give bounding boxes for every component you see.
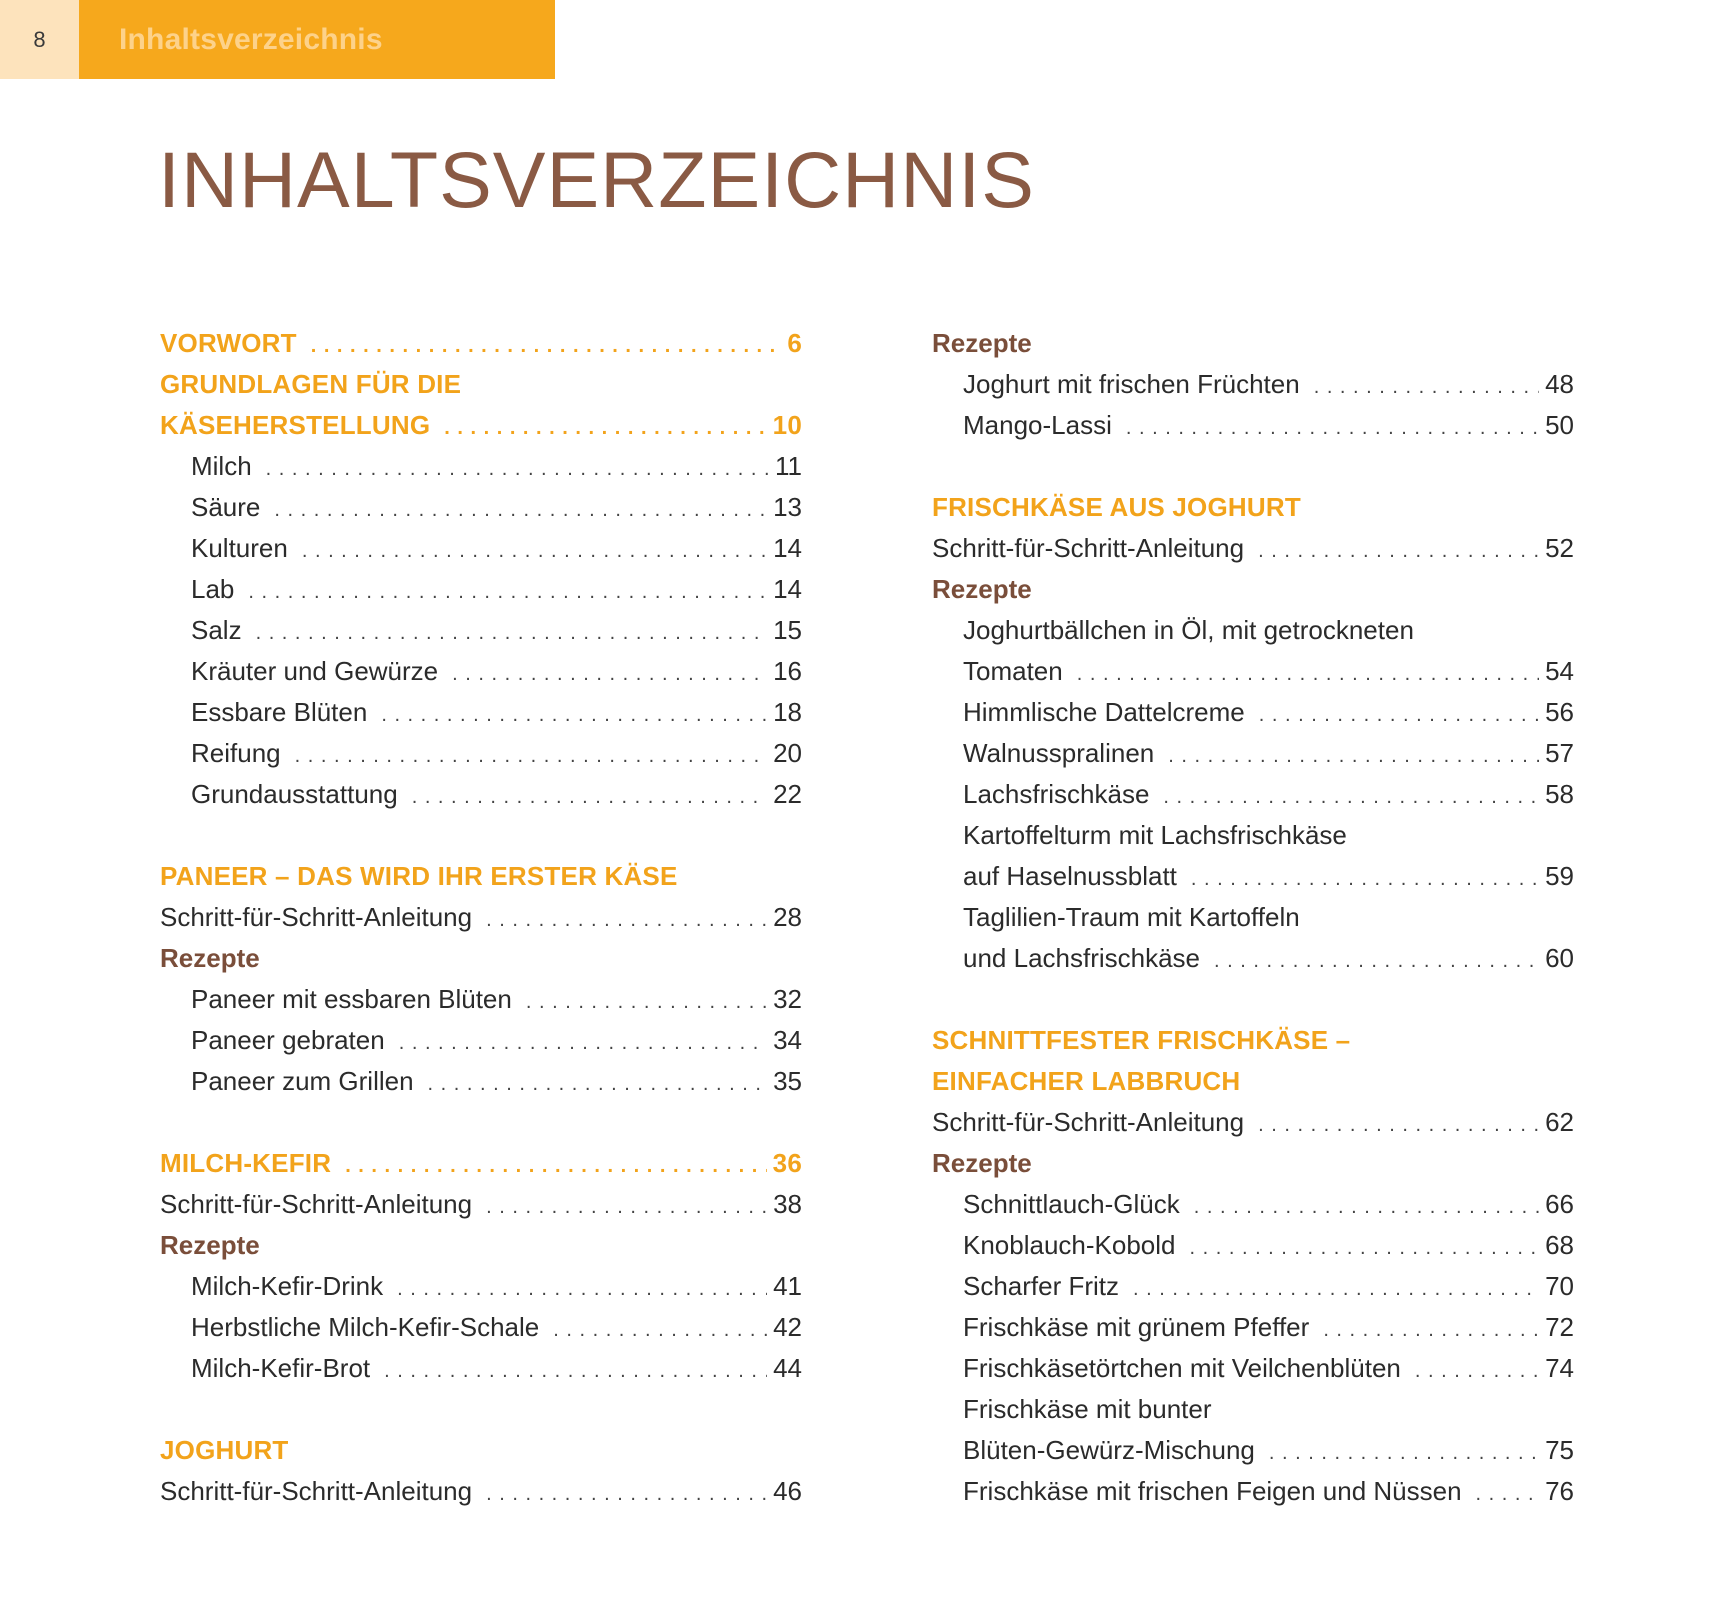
toc-label: Lab (191, 574, 235, 604)
toc-entry[interactable] (932, 1389, 1574, 1430)
toc-entry[interactable] (160, 1471, 802, 1512)
toc-label: Joghurt mit frischen Früchten (963, 369, 1300, 399)
toc-label: EINFACHER LABBRUCH (932, 1066, 1241, 1096)
toc-entry[interactable] (932, 1430, 1574, 1471)
toc-page-number: 11 (775, 451, 802, 481)
toc-page-number: 38 (773, 1189, 802, 1219)
leader-dots (311, 326, 782, 367)
toc-label: Grundausstattung (191, 779, 398, 809)
toc-label: auf Haselnussblatt (963, 861, 1177, 891)
toc-label: Frischkäse mit bunter (963, 1394, 1212, 1424)
leader-dots (526, 982, 767, 1023)
toc-page-number: 48 (1545, 369, 1574, 399)
leader-dots (1415, 1351, 1539, 1392)
toc-label: GRUNDLAGEN FÜR DIE (160, 369, 462, 399)
toc-subheading (932, 323, 1574, 364)
toc-label: Säure (191, 492, 261, 522)
toc-subheading (160, 938, 802, 979)
toc-label: Himmlische Dattelcreme (963, 697, 1245, 727)
page-number: 8 (0, 0, 79, 79)
toc-label: Knoblauch-Kobold (963, 1230, 1176, 1260)
toc-label: Kulturen (191, 533, 288, 563)
toc-page-number: 75 (1545, 1435, 1574, 1465)
leader-dots (1476, 1474, 1540, 1515)
toc-page-number: 34 (773, 1025, 802, 1055)
toc-label: Frischkäse mit frischen Feigen und Nüssen (963, 1476, 1462, 1506)
leader-dots (1190, 1228, 1540, 1269)
toc-page-number: 54 (1545, 656, 1574, 686)
toc-entry[interactable] (160, 1348, 802, 1389)
leader-dots (295, 736, 767, 777)
toc-page-number: 76 (1545, 1476, 1574, 1506)
toc-section[interactable] (160, 323, 802, 364)
toc-entry[interactable] (160, 1061, 802, 1102)
toc-page-number: 41 (773, 1271, 802, 1301)
toc-page-number: 10 (772, 410, 802, 440)
toc-entry[interactable] (160, 692, 802, 733)
leader-dots (274, 490, 767, 531)
leader-dots (399, 1023, 767, 1064)
toc-label: Schritt-für-Schritt-Anleitung (932, 533, 1245, 563)
leader-dots (1259, 695, 1539, 736)
leader-dots (266, 449, 769, 490)
toc-section[interactable] (932, 1061, 1574, 1102)
toc-entry[interactable] (160, 487, 802, 528)
toc-label: JOGHURT (160, 1435, 289, 1465)
toc-section[interactable] (160, 405, 802, 446)
toc-page-number: 35 (773, 1066, 802, 1096)
toc-label: Herbstliche Milch-Kefir-Schale (191, 1312, 540, 1342)
toc-entry[interactable] (932, 815, 1574, 856)
toc-label: Schritt-für-Schritt-Anleitung (160, 1476, 473, 1506)
toc-label: Taglilien-Traum mit Kartoffeln (963, 902, 1300, 932)
toc-entry[interactable] (932, 692, 1574, 733)
toc-entry[interactable] (160, 446, 802, 487)
toc-label: Schritt-für-Schritt-Anleitung (160, 1189, 473, 1219)
leader-dots (397, 1269, 767, 1310)
toc-subheading (932, 569, 1574, 610)
toc-page-number: 74 (1545, 1353, 1574, 1383)
leader-dots (486, 1187, 767, 1228)
leader-dots (1258, 531, 1539, 572)
toc-label: Rezepte (160, 1230, 260, 1260)
toc-page-number: 22 (773, 779, 802, 809)
toc-entry[interactable] (160, 897, 802, 938)
toc-entry[interactable] (932, 897, 1574, 938)
toc-page-number: 68 (1545, 1230, 1574, 1260)
toc-page-number: 70 (1545, 1271, 1574, 1301)
toc-page-number: 14 (773, 533, 802, 563)
leader-dots (248, 572, 767, 613)
toc-page-number: 72 (1545, 1312, 1574, 1342)
leader-dots (1163, 777, 1539, 818)
toc-label: Paneer zum Grillen (191, 1066, 414, 1096)
toc-entry[interactable] (160, 1184, 802, 1225)
leader-dots (1323, 1310, 1539, 1351)
toc-section[interactable] (160, 856, 802, 897)
toc-entry[interactable] (160, 651, 802, 692)
leader-dots (1314, 367, 1539, 408)
leader-dots (1168, 736, 1539, 777)
toc-entry[interactable] (932, 1471, 1574, 1512)
toc-label: KÄSEHERSTELLUNG (160, 410, 431, 440)
toc-label: VORWORT (160, 328, 297, 358)
toc-entry[interactable] (932, 856, 1574, 897)
toc-label: Paneer gebraten (191, 1025, 385, 1055)
toc-label: Rezepte (932, 1148, 1032, 1178)
toc-label: Walnusspralinen (963, 738, 1155, 768)
toc-section[interactable] (160, 364, 802, 405)
running-header (0, 0, 555, 79)
toc-page-number: 52 (1545, 533, 1574, 563)
leader-dots (444, 408, 766, 449)
toc-label: Milch-Kefir-Brot (191, 1353, 371, 1383)
toc-label: Frischkäsetörtchen mit Veilchenblüten (963, 1353, 1401, 1383)
toc-page-number: 62 (1545, 1107, 1574, 1137)
toc-label: Scharfer Fritz (963, 1271, 1120, 1301)
toc-label: Schritt-für-Schritt-Anleitung (932, 1107, 1245, 1137)
toc-page-number: 15 (773, 615, 802, 645)
toc-entry[interactable] (932, 938, 1574, 979)
toc-entry[interactable] (160, 774, 802, 815)
toc-page-number: 32 (773, 984, 802, 1014)
toc-page-number: 56 (1545, 697, 1574, 727)
leader-dots (452, 654, 767, 695)
toc-label: Essbare Blüten (191, 697, 368, 727)
toc-label: Milch-Kefir-Drink (191, 1271, 384, 1301)
leader-dots (1194, 1187, 1539, 1228)
toc-page-number: 66 (1545, 1189, 1574, 1219)
toc-label: Tomaten (963, 656, 1063, 686)
leader-dots (1126, 408, 1539, 449)
toc-section[interactable] (932, 487, 1574, 528)
leader-dots (486, 1474, 767, 1515)
toc-entry[interactable] (932, 1348, 1574, 1389)
leader-dots (486, 900, 767, 941)
leader-dots (384, 1351, 767, 1392)
toc-page-number: 57 (1545, 738, 1574, 768)
toc-subheading (160, 1225, 802, 1266)
toc-label: Paneer mit essbaren Blüten (191, 984, 512, 1014)
toc-entry[interactable] (160, 569, 802, 610)
toc-entry[interactable] (160, 1266, 802, 1307)
leader-dots (428, 1064, 768, 1105)
toc-entry[interactable] (932, 1307, 1574, 1348)
toc-page-number: 28 (773, 902, 802, 932)
toc-page-number: 59 (1545, 861, 1574, 891)
toc-label: Rezepte (932, 574, 1032, 604)
toc-entry[interactable] (932, 610, 1574, 651)
toc-entry[interactable] (160, 528, 802, 569)
toc-label: Schnittlauch-Glück (963, 1189, 1180, 1219)
leader-dots (1133, 1269, 1539, 1310)
leader-dots (1077, 654, 1539, 695)
toc-entry[interactable] (932, 1266, 1574, 1307)
toc-page-number: 18 (773, 697, 802, 727)
toc-entry[interactable] (160, 1020, 802, 1061)
leader-dots (1191, 859, 1539, 900)
toc-page-number: 50 (1545, 410, 1574, 440)
toc-page-number: 20 (773, 738, 802, 768)
toc-label: Lachsfrischkäse (963, 779, 1150, 809)
toc-label: Schritt-für-Schritt-Anleitung (160, 902, 473, 932)
toc-section[interactable] (932, 1020, 1574, 1061)
toc-entry[interactable] (160, 733, 802, 774)
toc-entry[interactable] (932, 1102, 1574, 1143)
toc-page-number: 60 (1545, 943, 1574, 973)
toc-entry[interactable] (932, 528, 1574, 569)
leader-dots (553, 1310, 767, 1351)
toc-entry[interactable] (160, 610, 802, 651)
toc-entry[interactable] (932, 1225, 1574, 1266)
toc-label: Kartoffelturm mit Lachsfrischkäse (963, 820, 1347, 850)
toc-label: Reifung (191, 738, 281, 768)
toc-page-number: 46 (773, 1476, 802, 1506)
toc-right-column (932, 323, 1574, 1512)
toc-entry[interactable] (932, 774, 1574, 815)
leader-dots (412, 777, 767, 818)
toc-label: Salz (191, 615, 242, 645)
toc-label: Milch (191, 451, 252, 481)
toc-section[interactable] (160, 1143, 802, 1184)
toc-entry[interactable] (160, 1307, 802, 1348)
toc-label: SCHNITTFESTER FRISCHKÄSE – (932, 1025, 1351, 1055)
toc-label: und Lachsfrischkäse (963, 943, 1201, 973)
toc-label: Joghurtbällchen in Öl, mit getrockneten (963, 615, 1414, 645)
leader-dots (1269, 1433, 1539, 1474)
toc-entry[interactable] (932, 405, 1574, 446)
toc-page-number: 36 (772, 1148, 802, 1178)
toc-page-number: 14 (773, 574, 802, 604)
toc-label: MILCH-KEFIR (160, 1148, 332, 1178)
toc-label: FRISCHKÄSE AUS JOGHURT (932, 492, 1301, 522)
leader-dots (1214, 941, 1539, 982)
leader-dots (381, 695, 767, 736)
toc-label: Blüten-Gewürz-Mischung (963, 1435, 1255, 1465)
toc-label: Mango-Lassi (963, 410, 1112, 440)
page-title: INHALTSVERZEICHNIS (158, 135, 1035, 224)
toc-section[interactable] (160, 1430, 802, 1471)
toc-page-number: 42 (773, 1312, 802, 1342)
toc-label: Kräuter und Gewürze (191, 656, 439, 686)
toc-label: PANEER – DAS WIRD IHR ERSTER KÄSE (160, 861, 678, 891)
leader-dots (302, 531, 767, 572)
toc-page-number: 58 (1545, 779, 1574, 809)
leader-dots (1258, 1105, 1539, 1146)
toc-entry[interactable] (932, 733, 1574, 774)
toc-entry[interactable] (160, 979, 802, 1020)
toc-page-number: 13 (773, 492, 802, 522)
toc-label: Frischkäse mit grünem Pfeffer (963, 1312, 1310, 1342)
toc-page-number: 44 (773, 1353, 802, 1383)
toc-page-number: 16 (773, 656, 802, 686)
running-title: Inhaltsverzeichnis (79, 0, 555, 79)
toc-page-number: 6 (787, 328, 802, 358)
toc-subheading (932, 1143, 1574, 1184)
leader-dots (256, 613, 768, 654)
toc-label: Rezepte (160, 943, 260, 973)
toc-entry[interactable] (932, 651, 1574, 692)
toc-entry[interactable] (932, 364, 1574, 405)
toc-label: Rezepte (932, 328, 1032, 358)
leader-dots (345, 1146, 766, 1187)
toc-entry[interactable] (932, 1184, 1574, 1225)
toc-left-column (160, 323, 802, 1512)
